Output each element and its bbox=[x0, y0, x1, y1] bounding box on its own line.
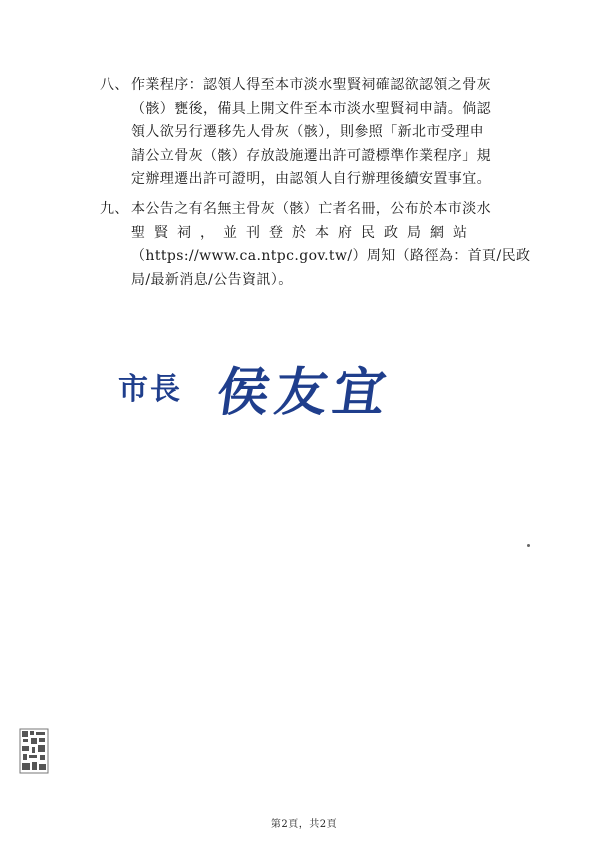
item-body bbox=[131, 198, 552, 292]
announcement-item-8 bbox=[100, 74, 552, 192]
item-line: 本公告之有名無主骨灰（骸）亡者名冊，公布於本市淡水 bbox=[131, 201, 491, 217]
stamp-code-icon bbox=[19, 728, 49, 774]
mayor-signature bbox=[118, 350, 438, 430]
item-line: （https://www.ca.ntpc.gov.tw/）周知（路徑為：首頁/民政 bbox=[131, 248, 531, 264]
scan-speck bbox=[527, 544, 530, 547]
item-line: 作業程序：認領人得至本市淡水聖賢祠確認欲認領之骨灰 bbox=[131, 77, 491, 93]
item-line: 局/最新消息/公告資訊）。 bbox=[131, 271, 293, 288]
item-body bbox=[131, 74, 552, 192]
signature-name: 侯友宜 bbox=[213, 362, 396, 423]
item-number: 八、 bbox=[100, 77, 129, 93]
item-line: 請公立骨灰（骸）存放設施遷出許可證標準作業程序」規 bbox=[131, 147, 491, 164]
item-number: 九、 bbox=[100, 201, 129, 217]
item-line: （骸）甕後，備具上開文件至本市淡水聖賢祠申請。倘認 bbox=[131, 100, 491, 117]
item-line: 定辦理遷出許可證明，由認領人自行辦理後續安置事宜。 bbox=[131, 171, 491, 187]
announcement-item-9 bbox=[100, 198, 552, 292]
document-stamp bbox=[19, 728, 49, 774]
item-line: 領人欲另行遷移先人骨灰（骸），則參照「新北市受理申 bbox=[131, 124, 484, 140]
signature-title: 市長 bbox=[118, 372, 182, 407]
item-line: 聖賢祠，並刊登於本府民政局網站 bbox=[131, 224, 476, 241]
page-footer: 第2頁，共2頁 bbox=[270, 819, 338, 830]
